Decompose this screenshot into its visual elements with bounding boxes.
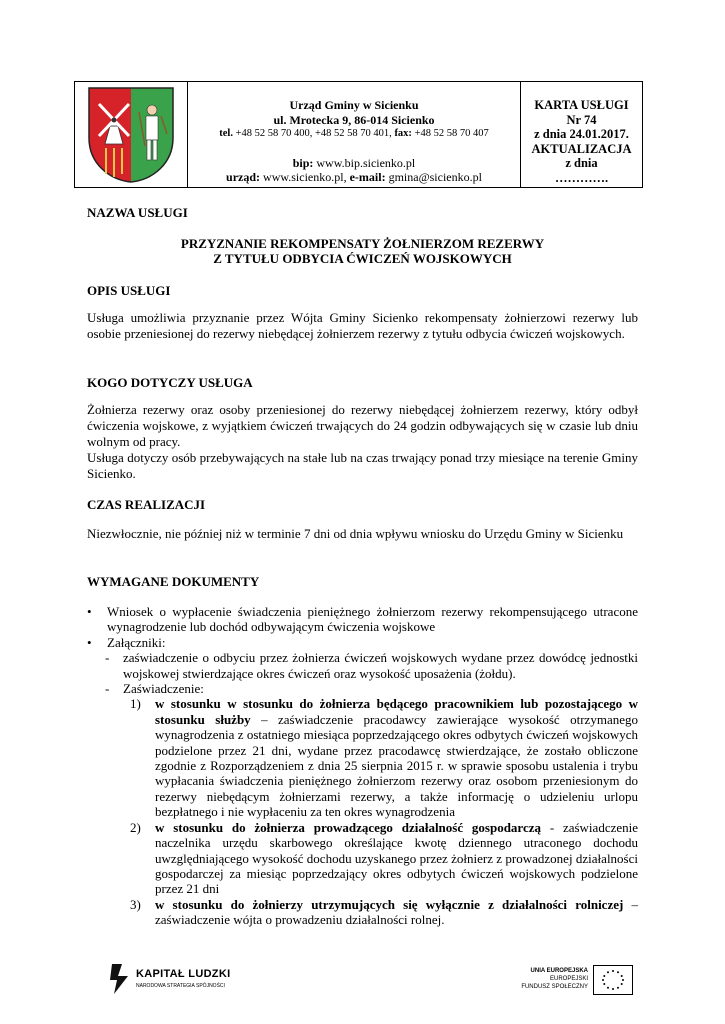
kogo-text-1: Żołnierza rezerwy oraz osoby przeniesionej do rezerwy niebędącej żołnierzem rezerwy, który odbył ćwiczenia wojskowe, z wyjątkiem ćwiczeń trwających do 24 godzin odbywających się w czasie lub dniu wolnym od pracy. — [87, 402, 638, 449]
email-label: e-mail: — [349, 170, 386, 184]
office-address: ul. Mrotecka 9, 86-014 Sicienko — [273, 112, 435, 127]
office-info-cell — [188, 82, 521, 187]
office-name: Urząd Gminy w Sicienku — [289, 98, 419, 112]
item2-bold: w stosunku do żołnierza prowadzącego działalność gospodarczą — [155, 819, 542, 835]
attachment-certificate: zaświadczenie o odbyciu przez żołnierza ćwiczeń wojskowych wydane przez dowódcę jednostki wojskowej stwierdzające okres ćwiczeń oraz wysokość uposażenia (żołdu). — [123, 650, 638, 681]
eu-line3: FUNDUSZ SPOŁECZNY — [521, 984, 588, 990]
eu-text — [500, 967, 588, 991]
email-link[interactable]: gmina@sicienko.pl — [388, 170, 482, 184]
name-heading: NAZWA USŁUGI — [87, 205, 188, 220]
opis-text: Usługa umożliwia przyznanie przez Wójta Gminy Sicienko rekompensaty żołnierzowi rezerwy lub osobie przeniesionej do rezerwy niebędącej żołnierzem rezerwy z tytułu odbycia ćwiczeń wojskowych. — [87, 310, 638, 341]
bip-label: bip: — [292, 155, 314, 170]
eu-line2: EUROPEJSKI — [549, 976, 588, 982]
header-box — [74, 81, 643, 188]
service-title-line1: PRZYZNANIE REKOMPENSATY ŻOŁNIERZOM REZERWY — [180, 236, 545, 251]
item1-bold: w stosunku w stosunku do żołnierza będącego pracownikiem lub pozostającego w stosunku służby — [155, 696, 638, 727]
dash-icon: - — [105, 650, 110, 666]
list-item — [87, 681, 638, 696]
kl-name: KAPITAŁ LUDZKI — [136, 968, 231, 980]
czas-heading: CZAS REALIZACJI — [87, 497, 206, 512]
item-number: 1) — [130, 696, 141, 712]
service-title — [87, 236, 638, 266]
card-info-cell — [521, 82, 642, 187]
item2-text: - zaświadczenie naczelnika urzędu skarbowego określające kwotę dziennego utraconego dochodu uwzględniającego wysokość dochodu uzyskanego przez żołnierz z prowadzonej działalności gospodarczej za miesiąc poprzedzający okres odbytych ćwiczeń wojskowych podzielone przez 21 dni — [155, 819, 639, 897]
opis-heading: OPIS USŁUGI — [87, 283, 171, 298]
kapital-ludzki-icon — [108, 962, 130, 996]
bullet-icon: • — [87, 634, 92, 650]
bullet-icon: • — [87, 604, 92, 619]
dash-icon: - — [105, 681, 110, 697]
card-line: Nr 74 — [566, 112, 597, 127]
item3-text: – zaświadczenie wójta o prowadzeniu działalności rolnej. — [155, 896, 638, 928]
list-item — [87, 635, 638, 650]
kl-sub: NARODOWA STRATEGIA SPÓJNOŚCI — [136, 983, 225, 989]
eu-line1: UNIA EUROPEJSKA — [530, 968, 588, 974]
card-line: z dnia — [565, 156, 598, 170]
urzad-link[interactable]: www.sicienko.pl, — [263, 170, 347, 184]
kogo-heading: KOGO DOTYCZY USŁUGA — [87, 375, 253, 390]
tel-value: +48 52 58 70 400, +48 52 58 70 401, — [235, 128, 392, 139]
eu-logo — [500, 963, 640, 999]
czas-text: Niezwłocznie, nie później niż w terminie 7 dni od dnia wpływu wniosku do Urzędu Gminy w Sicienku — [87, 526, 624, 541]
certificate-label: Zaświadczenie: — [123, 681, 204, 697]
bip-line — [188, 156, 520, 171]
list-item — [87, 696, 638, 819]
card-line: …………. — [554, 170, 609, 185]
eu-flag-icon — [593, 965, 633, 995]
documents-list — [87, 604, 638, 928]
fax-value: +48 52 58 70 407 — [414, 128, 489, 139]
contact-line — [188, 170, 520, 185]
item-number: 3) — [130, 896, 141, 912]
list-item — [87, 897, 638, 928]
card-line: AKTUALIZACJA — [531, 141, 632, 156]
kogo-text-2: Usługa dotyczy osób przebywających na stałe lub na czas trwający ponad trzy miesiące na terenie Gminy Sicienko. — [87, 450, 638, 481]
attachments-label: Załączniki: — [107, 634, 166, 650]
bip-link[interactable]: www.bip.sicienko.pl — [316, 155, 416, 170]
coat-of-arms-cell — [75, 82, 188, 187]
item-number: 2) — [130, 819, 141, 835]
list-item — [87, 604, 638, 635]
service-title-line2: Z TYTUŁU ODBYCIA ĆWICZEŃ WOJSKOWYCH — [213, 251, 512, 266]
kogo-text — [87, 402, 638, 482]
list-item — [87, 650, 638, 681]
list-item — [87, 820, 638, 897]
kapital-ludzki-logo — [108, 962, 248, 998]
card-line: KARTA USŁUGI — [534, 98, 629, 112]
docs-heading: WYMAGANE DOKUMENTY — [87, 574, 260, 589]
card-line: z dnia 24.01.2017. — [534, 127, 629, 141]
item1-text: – zaświadczenie pracodawcy zawierające wysokość otrzymanego wynagrodzenia z ostatniego miesiąca poprzedzającego okres odbytych ćwiczeń wojskowych podzielone przez 21 dni, wydane przez pracodawcę stwierdzające, że zostało obliczone zgodnie z Rozporządzeniem z dnia 25 sierpnia 2015 r. w sprawie sposobu ustalenia i trybu wypłacania świadczenia pieniężnego żołnierzom rezerwy oraz osobom przeniesionym do rezerwy niebędącym żołnierzami rezerwy, a także informację o udzieleniu urlopu bezpłatnego i nie wypłaceniu za ten okres wynagrodzenia — [155, 711, 638, 820]
office-phones — [188, 127, 520, 142]
fax-label: fax: — [394, 128, 412, 139]
item3-bold: w stosunku do żołnierzy utrzymujących się wyłącznie z działalności rolniczej — [155, 896, 624, 912]
coat-of-arms-icon — [75, 82, 187, 187]
document-application: Wniosek o wypłacenie świadczenia pieniężnego żołnierzom rezerwy rekompensującego utracone wynagrodzenie lub dochód odbywającym ćwiczenia wojskowe — [107, 604, 638, 635]
urzad-label: urząd: — [226, 170, 261, 184]
tel-label: tel. — [219, 128, 233, 139]
